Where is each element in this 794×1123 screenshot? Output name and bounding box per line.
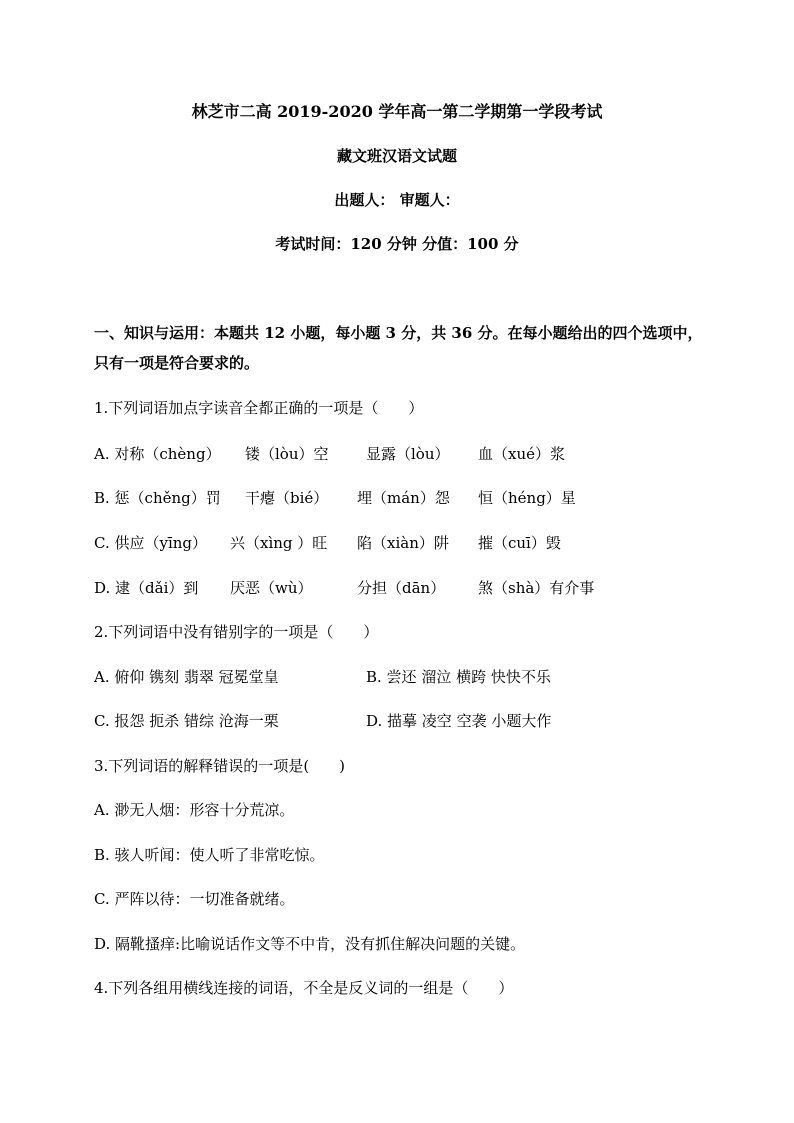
- section-heading-line1: 一、知识与运用：本题共 12 小题，每小题 3 分，共 36 分。在每小题给出的四个选项中，: [94, 324, 703, 342]
- question-4-stem: 4.下列各组用横线连接的词语，不全是反义词的一组是（ ）: [94, 979, 514, 997]
- question-2-option-d: D. 描摹 凌空 空袭 小题大作: [366, 712, 552, 730]
- q1-d-word4: 煞（shà）有介事: [478, 579, 595, 597]
- question-2-option-b: B. 尝还 溜泣 横跨 快快不乐: [366, 668, 551, 686]
- section-heading-line2: 只有一项是符合要求的。: [94, 354, 260, 372]
- question-2-stem: 2.下列词语中没有错别字的一项是（ ）: [94, 623, 379, 641]
- question-3-stem: 3.下列词语的解释错误的一项是( ): [94, 757, 346, 775]
- q1-c-word2: 兴（xìng ）旺: [230, 534, 328, 552]
- q1-b-word4: 恒（héng）星: [478, 489, 576, 507]
- q1-b-word3: 埋（mán）怨: [357, 489, 450, 507]
- q1-d-word2: 厌恶（wù）: [230, 579, 313, 597]
- exam-authors: 出题人： 审题人：: [334, 191, 460, 209]
- question-3-option-a: A. 渺无人烟：形容十分荒凉。: [94, 801, 295, 819]
- q1-c-word3: 陷（xiàn）阱: [357, 534, 449, 552]
- q1-c-word4: 摧（cuī）毁: [478, 534, 561, 552]
- exam-info: 考试时间：120 分钟 分值：100 分: [275, 235, 519, 253]
- q1-a-word3: 显露（lòu）: [366, 445, 450, 463]
- q1-a-word2: 镂（lòu）空: [245, 445, 329, 463]
- question-3-option-c: C. 严阵以待：一切准备就绪。: [94, 890, 295, 908]
- question-2-option-c: C. 报怨 扼杀 错综 沧海一栗: [94, 712, 279, 730]
- q1-d-word1: D. 逮（dǎi）到: [94, 579, 199, 597]
- question-2-option-a: A. 俯仰 镌刻 翡翠 冠冕堂皇: [94, 668, 279, 686]
- q1-b-word1: B. 惩（chěng）罚: [94, 489, 221, 507]
- question-3-option-b: B. 骇人听闻：使人听了非常吃惊。: [94, 846, 325, 864]
- q1-b-word2: 干瘪（bié）: [245, 489, 329, 507]
- q1-a-word4: 血（xué）浆: [478, 445, 565, 463]
- q1-d-word3: 分担（dān）: [357, 579, 446, 597]
- exam-title: 林芝市二高 2019-2020 学年高一第二学期第一学段考试: [191, 102, 603, 121]
- question-1-stem: 1.下列词语加点字读音全都正确的一项是（ ）: [94, 399, 424, 417]
- q1-c-word1: C. 供应（yīng）: [94, 534, 208, 552]
- q1-a-word1: A. 对称（chèng）: [94, 445, 221, 463]
- question-3-option-d: D. 隔靴搔痒:比喻说话作文等不中肯，没有抓住解决问题的关键。: [94, 935, 526, 953]
- exam-subtitle: 藏文班汉语文试题: [336, 147, 457, 165]
